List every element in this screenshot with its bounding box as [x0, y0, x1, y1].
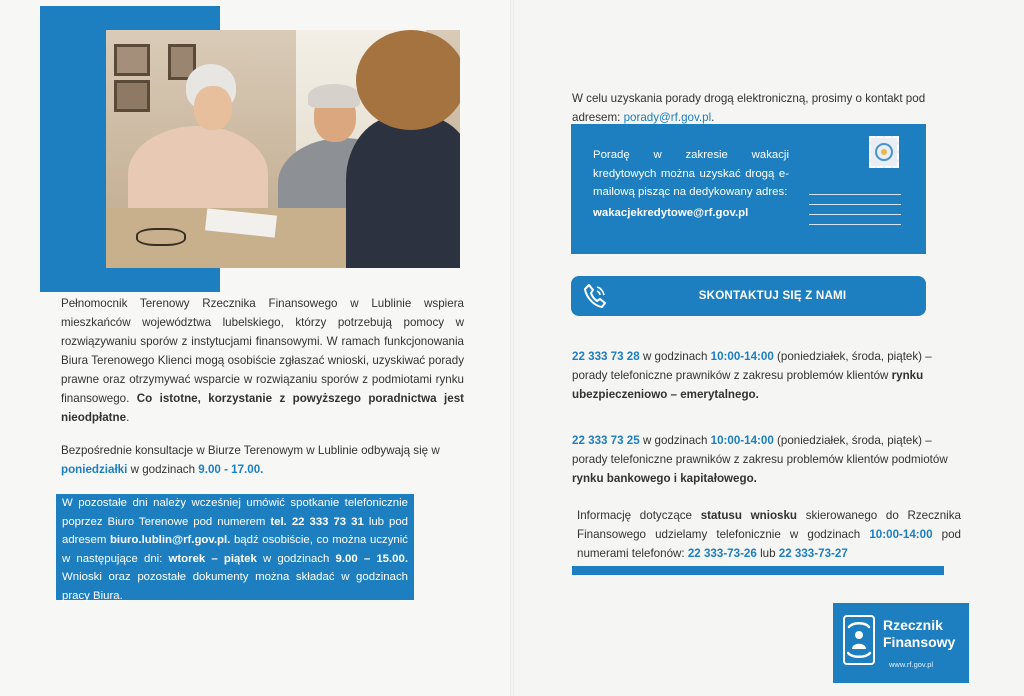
logo-name: Rzecznik Finansowy — [883, 617, 956, 650]
office-email[interactable]: biuro.lublin@rf.gov.pl. — [109, 534, 231, 546]
stamp-icon — [869, 136, 899, 168]
consultation-hours-paragraph: Bezpośrednie konsultacje w Biurze Terenowym w Lublinie odbywają się w poniedziałki w godzinach 9.00 - 17.00. — [61, 444, 440, 476]
banking-hours: 10:00-14:00 — [710, 434, 774, 447]
email-contact-intro: W celu uzyskania porady drogą elektroniczną, prosimy o kontakt pod adresem: porady@rf.gov.pl. — [572, 92, 926, 124]
banking-phone[interactable]: 22 333 73 25 — [572, 434, 640, 447]
insurance-market: rynku ubezpieczeniowo – emerytalnego. — [572, 369, 924, 401]
logo-hands-icon — [843, 615, 875, 665]
envelope-text: Poradę w zakresie wakacji kredytowych można uzyskać drogą e-mailową pisząc na dedykowany adres: wakacjekredytowe@rf.gov.pl — [593, 146, 789, 222]
contact-us-button[interactable] — [571, 276, 926, 316]
address-line — [809, 214, 901, 215]
consultation-hours: 9.00 - 17.00. — [198, 463, 264, 476]
credit-holiday-email[interactable]: wakacjekredytowe@rf.gov.pl — [593, 206, 749, 219]
free-advice-note: Co istotne, korzystanie z powyższego poradnictwa jest nieodpłatne — [61, 392, 465, 424]
page-fold — [510, 0, 514, 696]
phone-icon — [571, 276, 619, 316]
insurance-contact: 22 333 73 28 w godzinach 10:00-14:00 (poniedziałek, środa, piątek) – porady telefoniczne prawników z zakresu problemów klientów rynku ubezpieczeniowo – emerytalnego. — [572, 350, 932, 401]
office-days: wtorek – piątek — [168, 552, 257, 565]
office-hours: 9.00 – 15.00. — [335, 552, 408, 565]
envelope-box — [571, 124, 926, 254]
address-line — [809, 194, 901, 195]
insurance-phone[interactable]: 22 333 73 28 — [572, 350, 640, 363]
logo-url[interactable]: www.rf.gov.pl — [889, 660, 934, 669]
banking-market: rynku bankowego i kapitałowego. — [572, 472, 757, 485]
banking-contact: 22 333 73 25 w godzinach 10:00-14:00 (poniedziałek, środa, piątek) – porady telefoniczne prawników z zakresu problemów klientów podmiotów rynku bankowego i kapitałowego. — [572, 434, 948, 485]
status-phone-1[interactable]: 22 333-73-26 — [687, 547, 757, 560]
status-hours: 10:00-14:00 — [869, 528, 933, 541]
contact-us-label: SKONTAKTUJ SIĘ Z NAMI — [698, 289, 847, 302]
office-phone[interactable]: tel. 22 333 73 31 — [270, 515, 364, 528]
advice-email-link[interactable]: porady@rf.gov.pl — [623, 111, 712, 124]
insurance-hours: 10:00-14:00 — [710, 350, 774, 363]
rzecznik-logo — [833, 603, 969, 683]
status-info: Informację dotyczące statusu wniosku skierowanego do Rzecznika Finansowego udzielamy telefonicznie w godzinach 10:00-14:00 pod numerami telefonów: 22 333-73-26 lub 22 333-73-27 — [577, 509, 961, 560]
blue-divider-bar — [572, 566, 944, 575]
consultation-photo — [106, 30, 460, 268]
status-phone-2[interactable]: 22 333-73-27 — [778, 547, 848, 560]
address-line — [809, 204, 901, 205]
status-keyword: statusu wniosku — [700, 509, 797, 522]
intro-paragraph: Pełnomocnik Terenowy Rzecznika Finansowego w Lublinie wspiera mieszkańców województwa lubelskiego, którzy potrzebują pomocy w rozwiązywaniu sporów z instytucjami finansowymi. W ramach funkcjonowania Biura Terenowego Klienci mogą osobiście zgłaszać wnioski, uzyskiwać porady prawne oraz otrzymywać wsparcie w rozwiązaniu sporów z podmiotami rynku finansowego. Co istotne, korzystanie z powyższego poradnictwa jest nieodpłatne. — [61, 297, 465, 424]
appointment-infobox: W pozostałe dni należy wcześniej umówić spotkanie telefonicznie poprzez Biuro Terenowe pod numerem tel. 22 333 73 31 lub pod adresem biuro.lublin@rf.gov.pl. bądź osobiście, co można uczynić w następujące dni: wtorek – piątek w godzinach 9.00 – 15.00. Wnioski oraz pozostałe dokumenty można składać w godzinach pracy Biura. — [56, 494, 414, 600]
address-line — [809, 224, 901, 225]
consultation-day: poniedziałki — [61, 463, 128, 476]
